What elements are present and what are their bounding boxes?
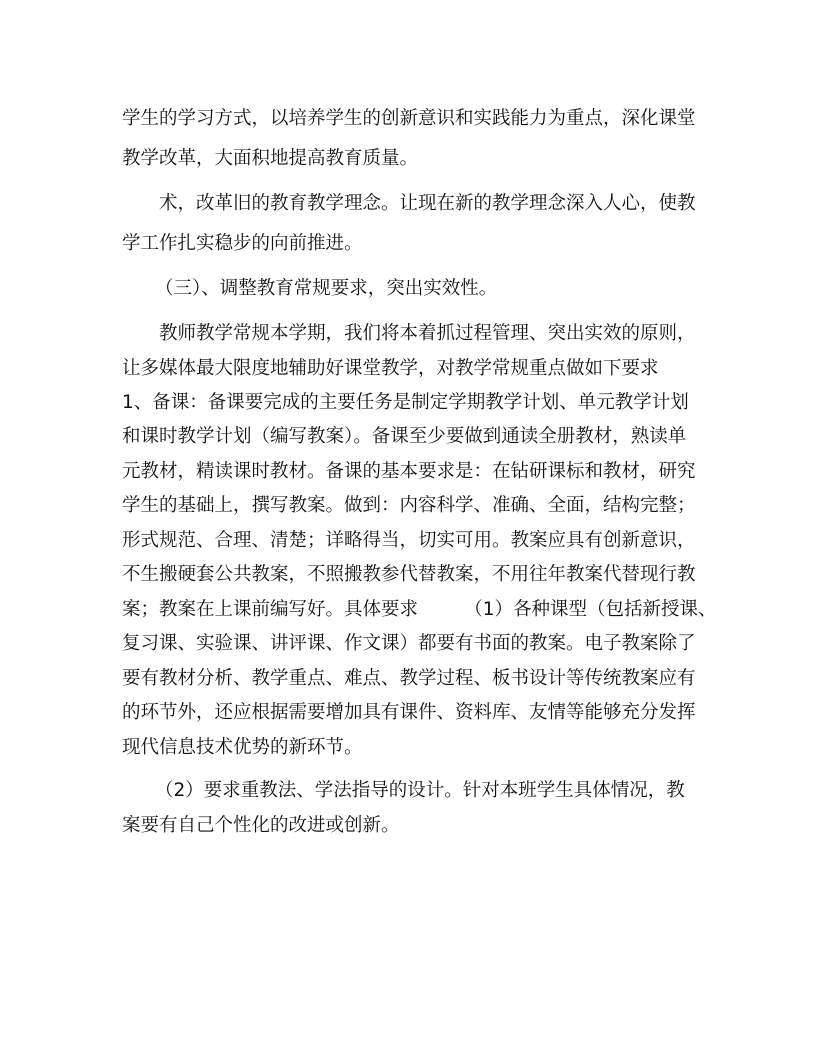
paragraph-line: 不生搬硬套公共教案，不照搬教参代替教案，不用往年教案代替现行教 [122, 564, 696, 585]
paragraph-line: 术，改革旧的教育教学理念。让现在新的教学理念深入人心，使教 [159, 193, 696, 214]
paragraph-line: 要有教材分析、教学重点、难点、教学过程、板书设计等传统教案应有 [122, 668, 696, 689]
paragraph-line: 元教材，精读课时教材。备课的基本要求是：在钻研课标和教材，研究 [122, 461, 696, 482]
paragraph-line: 学工作扎实稳步的向前推进。 [122, 233, 363, 254]
paragraph-line: 案要有自己个性化的改进或创新。 [122, 815, 400, 836]
paragraph-line: 形式规范、合理、清楚；详略得当，切实可用。教案应具有创新意识， [122, 530, 696, 551]
paragraph-line: 教学改革，大面积地提高教育质量。 [122, 148, 419, 169]
paragraph-line: 现代信息技术优势的新环节。 [122, 737, 363, 758]
paragraph-line: 学生的基础上，撰写教案。做到：内容科学、准确、全面，结构完整； [122, 495, 696, 516]
paragraph-line: 案；教案在上课前编写好。具体要求 （1）各种课型（包括新授课、 [122, 599, 717, 620]
paragraph-line: （2）要求重教法、学法指导的设计。针对本班学生具体情况，教 [155, 780, 685, 801]
paragraph-line: 学生的学习方式，以培养学生的创新意识和实践能力为重点，深化课堂 [122, 108, 696, 129]
paragraph-line: 1、备课：备课要完成的主要任务是制定学期教学计划、单元教学计划 [122, 392, 689, 413]
paragraph-line: 和课时教学计划（编写教案）。备课至少要做到通读全册教材，熟读单 [122, 426, 687, 447]
section-heading: （三）、调整教育常规要求，突出实效性。 [155, 278, 498, 299]
paragraph-line: 的环节外，还应根据需要增加具有课件、资料库、友情等能够充分发挥 [122, 702, 696, 723]
paragraph-line: 让多媒体最大限度地辅助好课堂教学，对教学常规重点做如下要求 [122, 358, 659, 379]
paragraph-line: 复习课、实验课、讲评课、作文课）都要有书面的教案。电子教案除了 [122, 633, 696, 654]
paragraph-line: 教师教学常规本学期，我们将本着抓过程管理、突出实效的原则， [159, 323, 696, 344]
